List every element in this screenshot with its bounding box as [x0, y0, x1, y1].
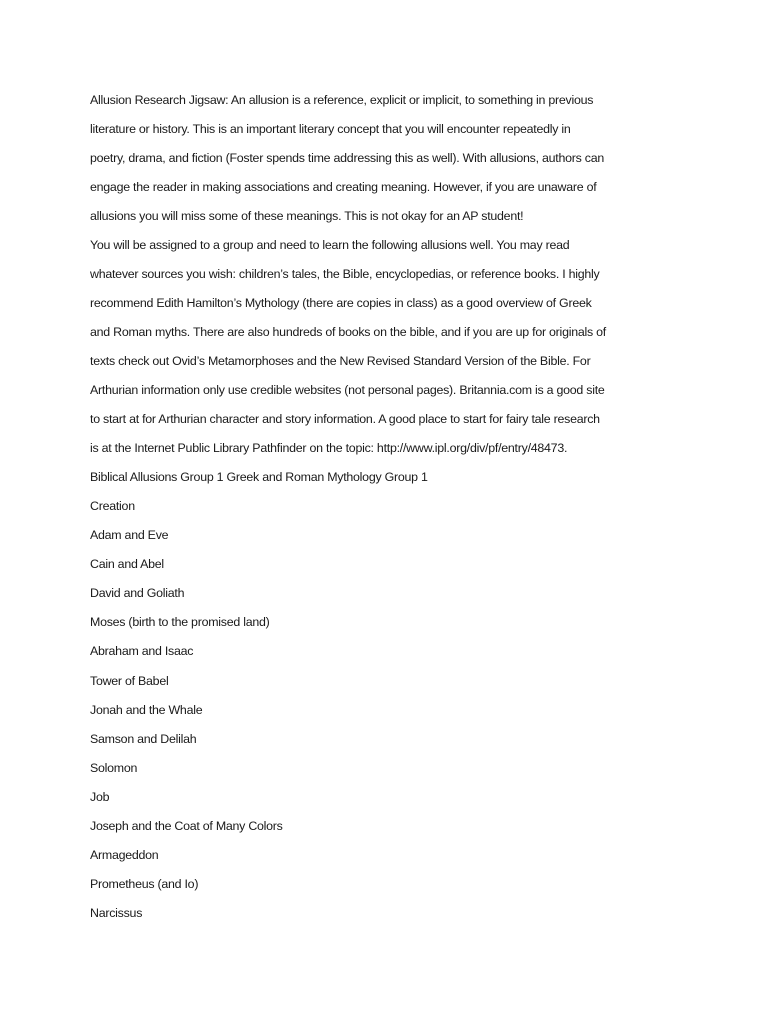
instructions-line: and Roman myths. There are also hundreds of books on the bible, and if you are up for originals of	[90, 325, 606, 339]
intro-line: engage the reader in making associations and creating meaning. However, if you are unaware of	[90, 180, 597, 194]
intro-line: poetry, drama, and fiction (Foster spends time addressing this as well). With allusions, authors can	[90, 151, 605, 165]
list-item: Samson and Delilah	[90, 731, 197, 746]
list-item: Moses (birth to the promised land)	[90, 615, 270, 630]
document-page	[90, 86, 740, 928]
intro-paragraph	[90, 86, 740, 231]
instructions-line: You will be assigned to a group and need to learn the following allusions well. You may read	[90, 238, 570, 252]
list-item: Creation	[90, 499, 135, 513]
instructions-line: Arthurian information only use credible websites (not personal pages). Britannia.com is a good site	[90, 383, 605, 397]
list-item: Armageddon	[90, 848, 159, 863]
list-item: Solomon	[90, 760, 138, 775]
allusion-list	[90, 492, 740, 928]
list-item: Narcissus	[90, 906, 143, 921]
list-item: Adam and Eve	[90, 528, 169, 543]
instructions-line: is at the Internet Public Library Pathfinder on the topic: http://www.ipl.org/div/pf/entry/48473.	[90, 441, 568, 455]
list-item: Abraham and Isaac	[90, 644, 194, 659]
list-item: Joseph and the Coat of Many Colors	[90, 819, 283, 834]
list-item: David and Goliath	[90, 586, 185, 601]
instructions-line: to start at for Arthurian character and story information. A good place to start for fairy tale research	[90, 412, 600, 426]
instructions-line: texts check out Ovid’s Metamorphoses and the New Revised Standard Version of the Bible. For	[90, 354, 591, 368]
list-item: Prometheus (and Io)	[90, 877, 199, 892]
instructions-line: whatever sources you wish: children’s tales, the Bible, encyclopedias, or reference books. I highly	[90, 267, 600, 281]
list-item: Cain and Abel	[90, 557, 164, 572]
intro-line: allusions you will miss some of these meanings. This is not okay for an AP student!	[90, 209, 524, 223]
group-heading: Biblical Allusions Group 1 Greek and Roman Mythology Group 1	[90, 470, 428, 484]
list-item: Job	[90, 789, 110, 804]
list-item: Tower of Babel	[90, 673, 169, 688]
list-item: Jonah and the Whale	[90, 702, 203, 717]
intro-line: Allusion Research Jigsaw: An allusion is a reference, explicit or implicit, to something in previous	[90, 93, 594, 107]
instructions-line: recommend Edith Hamilton’s Mythology (there are copies in class) as a good overview of Greek	[90, 296, 592, 310]
intro-line: literature or history. This is an important literary concept that you will encounter repeatedly in	[90, 122, 571, 136]
instructions-paragraph	[90, 231, 740, 463]
